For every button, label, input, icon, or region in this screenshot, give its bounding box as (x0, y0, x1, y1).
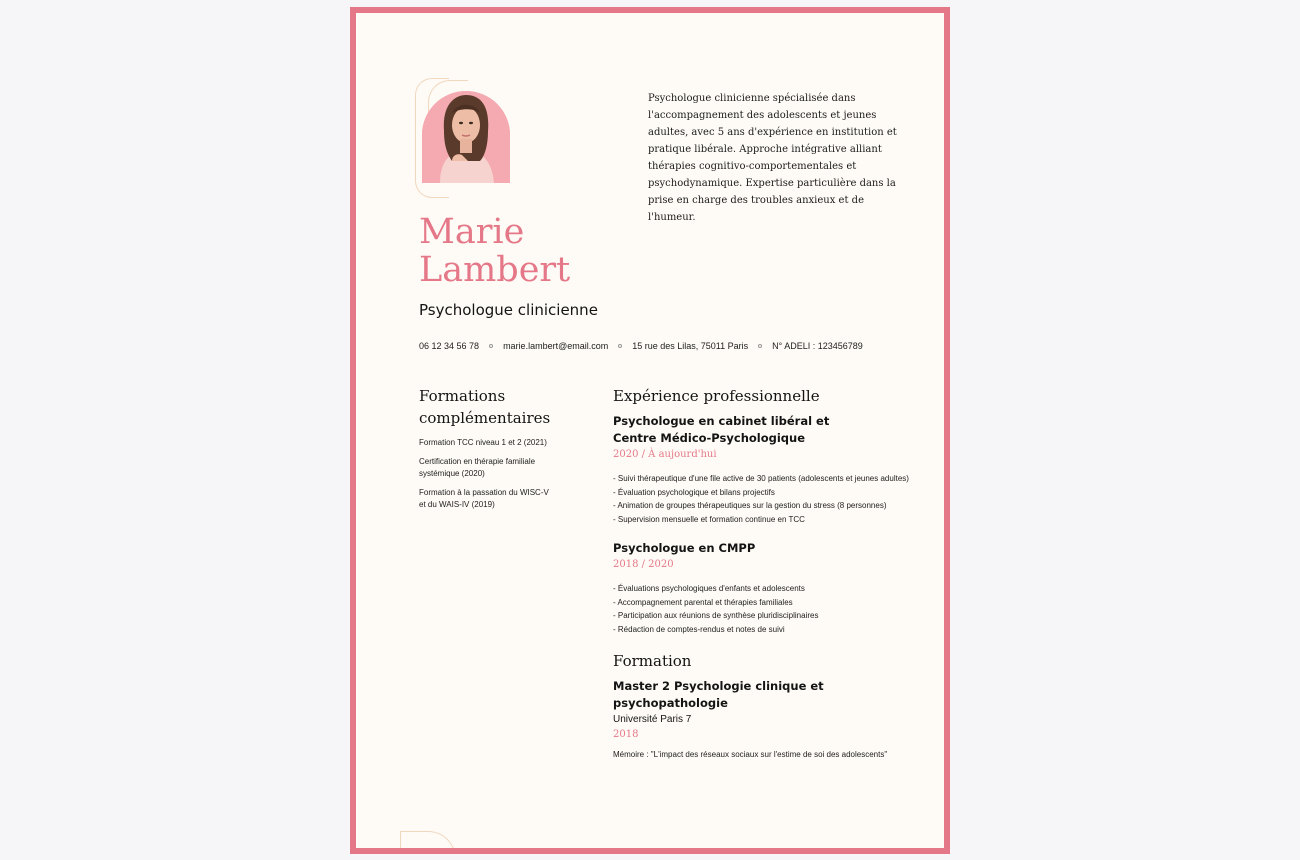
duty-item: - Rédaction de comptes-rendus et notes de suivi (613, 624, 785, 634)
job-dates: 2018 / 2020 (613, 559, 674, 570)
contact-email: marie.lambert@email.com (503, 341, 609, 351)
separator-dot (489, 344, 493, 348)
job-dates: 2020 / À aujourd'hui (613, 449, 717, 460)
job-duties (613, 472, 913, 526)
duty-item: - Suivi thérapeutique d'une file active de 30 patients (adolescents et jeunes adultes) (613, 474, 909, 483)
trainings-heading: Formations complémentaires (419, 387, 551, 427)
profile-photo (422, 91, 510, 183)
training-item: Formation à la passation du WISC-V et du WAIS-IV (2019) (419, 488, 549, 509)
duty-item: - Accompagnement parental et thérapies familiales (613, 597, 793, 607)
duty-item: - Évaluation psychologique et bilans projectifs (613, 487, 775, 497)
duty-item: - Supervision mensuelle et formation continue en TCC (613, 514, 805, 524)
trainings-section (419, 385, 569, 518)
contact-address: 15 rue des Lilas, 75011 Paris (632, 341, 749, 351)
trainings-list (419, 437, 569, 511)
experience-section (613, 385, 913, 759)
job-entry (613, 413, 913, 526)
education-section (613, 650, 913, 759)
job-title: Psychologue clinicienne (419, 301, 598, 319)
duty-item: - Participation aux réunions de synthèse pluridisciplinaires (613, 611, 819, 620)
education-thesis: Mémoire : "L'impact des réseaux sociaux sur l'estime de soi des adolescents" (613, 750, 888, 759)
experience-heading: Expérience professionnelle (613, 387, 820, 405)
job-role: Psychologue en CMPP (613, 541, 756, 555)
duty-item: - Évaluations psychologiques d'enfants et adolescents (613, 584, 805, 593)
profile-summary: Psychologue clinicienne spécialisée dans l'accompagnement des adolescents et jeunes adultes, avec 5 ans d'expérience en institution et pratique libérale. Approche intégrative alliant thérapies cognitivo-comportementales et psychodynamique. Expertise particulière dans la prise en charge des troubles anxieux et de l'humeur. (648, 93, 897, 223)
contact-adeli: N° ADELI : 123456789 (772, 341, 863, 351)
education-heading: Formation (613, 652, 692, 670)
education-degree: Master 2 Psychologie clinique et psychopathologie (613, 679, 824, 710)
education-school: Université Paris 7 (613, 714, 692, 725)
resume-page (350, 7, 950, 854)
first-name: Marie (419, 212, 525, 252)
candidate-name (419, 213, 570, 289)
job-entry (613, 540, 913, 636)
job-role: Psychologue en cabinet libéral et Centre Médico-Psychologique (613, 414, 830, 445)
job-duties (613, 582, 913, 636)
last-name: Lambert (419, 250, 571, 290)
separator-dot (758, 344, 762, 348)
duty-item: - Animation de groupes thérapeutiques sur la gestion du stress (8 personnes) (613, 501, 887, 510)
separator-dot (618, 344, 622, 348)
training-item: Formation TCC niveau 1 et 2 (2021) (419, 438, 547, 447)
training-item: Certification en thérapie familiale systémique (2020) (419, 457, 536, 478)
contact-phone: 06 12 34 56 78 (419, 341, 480, 351)
contact-bar (419, 341, 863, 351)
education-year: 2018 (613, 729, 639, 740)
decorative-arch-bottom (400, 831, 456, 854)
